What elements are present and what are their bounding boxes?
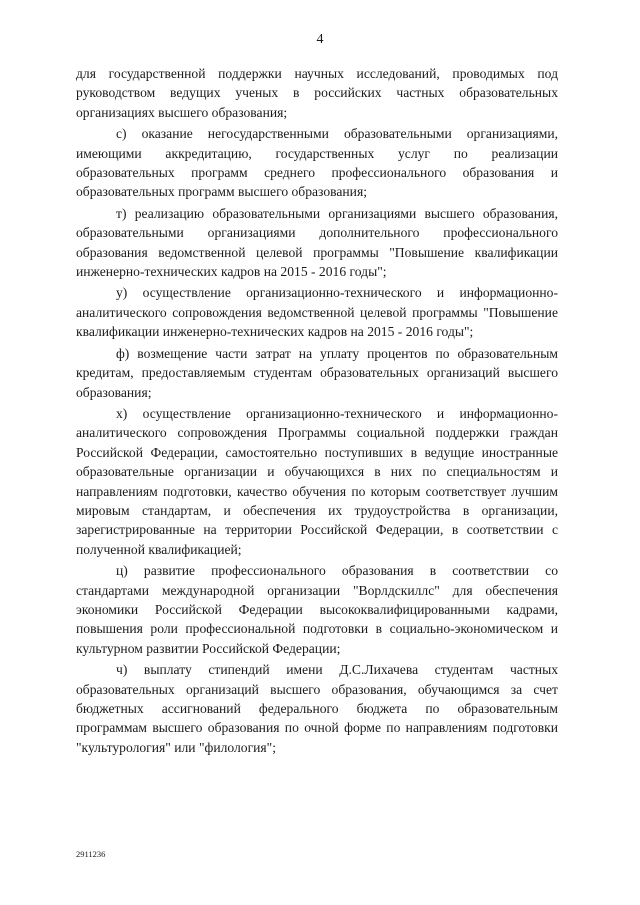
paragraph-item-ch: ч) выплату стипендий имени Д.С.Лихачева студентам частных образовательных организаций высшего образования, обучающимся за счет бюджетных ассигнований федерального бюджета по образовательным программам высшего образования по очной форме по направлениям подготовки "культурология" или "филология"; [76,662,558,755]
paragraph-item-t: т) реализацию образовательными организациями высшего образования, образовательными организациями дополнительного профессионального образования ведомственной целевой программы "Повышение квалификации инженерно-технических кадров на 2015 - 2016 годы"; [76,205,558,280]
paragraph-item-kh: х) осуществление организационно-технического и информационно-аналитического сопровождения Программы социальной поддержки граждан Российской Федерации, самостоятельно поступивших в ведущие иностранные образовательные организации и обучающихся в них по специальностям и направлениям подготовки, качество обучения по которым соответствует лучшим мировым стандартам, и обеспечения их трудоустройства в организации, зарегистрированные на территории Российской Федерации, в соответствии с полученной квалификацией; [76,405,558,557]
page-number: 4 [316,32,324,47]
paragraph-item-f: ф) возмещение части затрат на уплату процентов по образовательным кредитам, предоставляемым студентам образовательных организаций высшего образования; [76,345,558,400]
document-code: 2911236 [76,849,106,859]
document-body [76,64,558,757]
paragraph-item-s: с) оказание негосударственными образовательными организациями, имеющими аккредитацию, государственных услуг по реализации образовательных программ среднего профессионального образования и образовательных программ высшего образования; [76,126,558,200]
paragraph-continuation: для государственной поддержки научных исследований, проводимых под руководством ведущих ученых в российских частных образовательных организациях высшего образования; [76,66,558,120]
paragraph-item-u: у) осуществление организационно-технического и информационно-аналитического сопровождения ведомственной целевой программы "Повышение квалификации инженерно-технических кадров на 2015 - 2016 годы"; [76,285,558,340]
paragraph-item-ts: ц) развитие профессионального образования в соответствии со стандартами международной организации "Ворлдскиллс" для обеспечения экономики Российской Федерации высококвалифицированными кадрами, повышения роли профессиональной подготовки в социально-экономическом и культурном развитии Российской Федерации; [76,563,558,656]
